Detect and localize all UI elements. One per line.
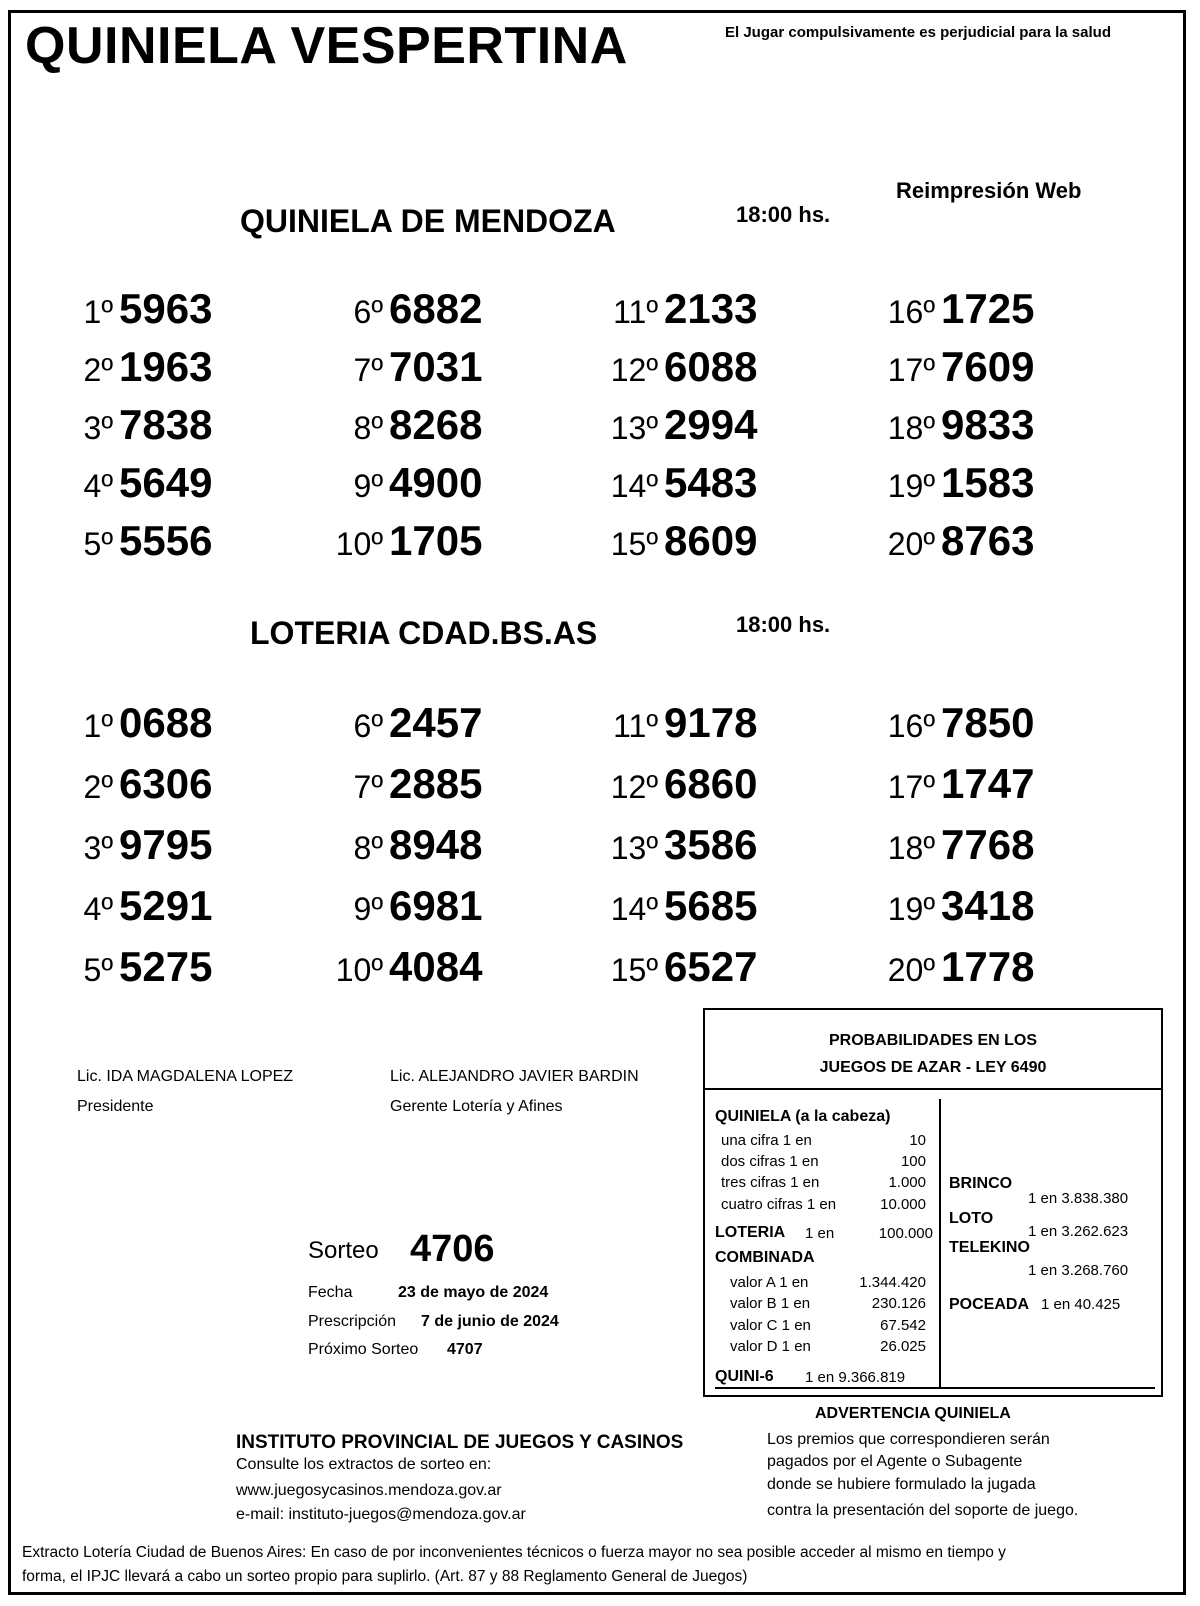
result-item [598, 943, 758, 990]
result-item [323, 699, 483, 746]
health-warning: El Jugar compulsivamente es perjudicial para la salud [725, 24, 1111, 41]
result-position: 1º [83, 294, 113, 330]
result-position: 14º [610, 891, 658, 927]
prob-quini6-label: QUINI-6 [715, 1368, 774, 1385]
prob-poceada-value: 1 en 40.425 [1041, 1296, 1121, 1313]
reprint-label: Reimpresión Web [896, 178, 1082, 203]
result-item [53, 285, 213, 332]
prob-quiniela-label: tres cifras 1 en [721, 1174, 820, 1191]
result-number: 6527 [664, 943, 758, 990]
result-item [323, 285, 483, 332]
advertencia-line: pagados por el Agente o Subagente [767, 1453, 1023, 1470]
result-position: 11º [613, 294, 658, 330]
result-item [598, 699, 758, 746]
result-position: 5º [83, 952, 113, 988]
result-item [53, 343, 213, 390]
result-position: 9º [353, 891, 383, 927]
result-position: 20º [887, 952, 935, 988]
result-number: 5649 [119, 459, 213, 506]
result-position: 19º [887, 468, 935, 504]
prob-loto-label: LOTO [949, 1210, 994, 1227]
result-item [598, 459, 758, 506]
result-number: 6088 [664, 343, 758, 390]
prob-header-divider [705, 1088, 1161, 1090]
result-number: 5556 [119, 517, 213, 564]
result-position: 1º [83, 708, 113, 744]
signature-role-1: Presidente [77, 1098, 154, 1115]
main-title: QUINIELA VESPERTINA [25, 17, 628, 75]
proximo-sorteo-value: 4707 [447, 1341, 483, 1358]
prob-column-divider [939, 1099, 941, 1387]
result-position: 3º [83, 830, 113, 866]
advertencia-line: contra la presentación del soporte de juego. [767, 1502, 1079, 1519]
result-number: 8948 [389, 821, 483, 868]
result-position: 15º [610, 526, 658, 562]
result-item [598, 343, 758, 390]
institute-name: INSTITUTO PROVINCIAL DE JUEGOS Y CASINOS [236, 1432, 684, 1453]
result-position: 17º [887, 769, 935, 805]
prob-poceada-label: POCEADA [949, 1296, 1030, 1313]
result-position: 14º [610, 468, 658, 504]
result-number: 1705 [389, 517, 483, 564]
result-position: 10º [335, 526, 383, 562]
result-number: 3586 [664, 821, 758, 868]
result-position: 16º [887, 294, 935, 330]
result-item [875, 343, 1035, 390]
result-position: 12º [610, 769, 658, 805]
section-time-mendoza: 18:00 hs. [736, 202, 831, 227]
result-item [53, 821, 213, 868]
prob-combinada-value: 1.344.420 [859, 1274, 926, 1291]
result-number: 4084 [389, 943, 483, 990]
result-number: 2133 [664, 285, 758, 332]
result-position: 11º [613, 708, 658, 744]
institute-website-link[interactable]: www.juegosycasinos.mendoza.gov.ar [236, 1482, 502, 1499]
result-item [598, 821, 758, 868]
prob-title-1: PROBABILIDADES EN LOS [828, 1032, 1037, 1049]
result-number: 3418 [941, 882, 1035, 929]
prob-quiniela-label: cuatro cifras 1 en [721, 1196, 837, 1213]
result-position: 7º [353, 769, 383, 805]
result-number: 6860 [664, 760, 758, 807]
result-position: 4º [83, 891, 113, 927]
prob-quiniela-value: 1.000 [888, 1174, 926, 1191]
result-number: 5291 [119, 882, 213, 929]
prob-telekino-value: 1 en 3.268.760 [1028, 1262, 1129, 1279]
result-position: 2º [83, 352, 113, 388]
result-item [323, 459, 483, 506]
result-position: 15º [610, 952, 658, 988]
result-item [598, 760, 758, 807]
advertencia-title: ADVERTENCIA QUINIELA [815, 1405, 1011, 1422]
result-number: 0688 [119, 699, 213, 746]
result-number: 7850 [941, 699, 1035, 746]
result-number: 1725 [941, 285, 1035, 332]
prescripcion-label: Prescripción [308, 1313, 397, 1330]
result-item [53, 401, 213, 448]
prob-combinada-value: 230.126 [871, 1295, 926, 1312]
result-item [53, 517, 213, 564]
result-item [53, 943, 213, 990]
result-item [875, 943, 1035, 990]
result-item [53, 760, 213, 807]
result-position: 5º [83, 526, 113, 562]
result-number: 7768 [941, 821, 1035, 868]
proximo-sorteo-label: Próximo Sorteo [308, 1341, 419, 1358]
result-item [875, 699, 1035, 746]
section-title-loteria: LOTERIA CDAD.BS.AS [250, 615, 598, 651]
result-position: 3º [83, 410, 113, 446]
result-item [323, 943, 483, 990]
result-position: 18º [887, 830, 935, 866]
result-item [598, 285, 758, 332]
result-number: 6306 [119, 760, 213, 807]
result-position: 17º [887, 352, 935, 388]
result-number: 1583 [941, 459, 1035, 506]
result-position: 9º [353, 468, 383, 504]
result-number: 1963 [119, 343, 213, 390]
result-item [323, 760, 483, 807]
result-number: 2885 [389, 760, 483, 807]
result-item [875, 517, 1035, 564]
result-position: 2º [83, 769, 113, 805]
result-number: 5483 [664, 459, 758, 506]
prob-title-2: JUEGOS DE AZAR - LEY 6490 [819, 1059, 1047, 1076]
result-number: 6981 [389, 882, 483, 929]
result-item [875, 401, 1035, 448]
signature-role-2: Gerente Lotería y Afines [390, 1098, 563, 1115]
result-position: 13º [610, 830, 658, 866]
result-number: 9795 [119, 821, 213, 868]
result-number: 9178 [664, 699, 758, 746]
prob-quiniela-label: dos cifras 1 en [721, 1153, 819, 1170]
result-item [323, 401, 483, 448]
result-item [875, 821, 1035, 868]
signature-name-2: Lic. ALEJANDRO JAVIER BARDIN [390, 1068, 639, 1085]
result-position: 6º [353, 708, 383, 744]
institute-consult: Consulte los extractos de sorteo en: [236, 1456, 492, 1473]
result-position: 18º [887, 410, 935, 446]
result-number: 8268 [389, 401, 483, 448]
prob-telekino-label: TELEKINO [949, 1239, 1030, 1256]
prob-combinada-label: valor B 1 en [730, 1295, 811, 1312]
advertencia-line: Los premios que correspondieren serán [767, 1431, 1050, 1448]
result-item [598, 401, 758, 448]
footer-line-1: Extracto Lotería Ciudad de Buenos Aires: En caso de por inconvenientes técnicos o fuerza mayor no sea posible acceder al mismo en tiempo y [22, 1544, 1006, 1561]
result-number: 8763 [941, 517, 1035, 564]
prob-loteria-odds: 1 en [805, 1225, 835, 1242]
prob-bottom-divider [715, 1387, 1155, 1389]
result-number: 5685 [664, 882, 758, 929]
result-position: 6º [353, 294, 383, 330]
sorteo-number: 4706 [410, 1228, 495, 1270]
prob-quini6-value: 1 en 9.366.819 [805, 1369, 906, 1386]
result-position: 8º [353, 410, 383, 446]
prob-quiniela-value: 10 [909, 1132, 926, 1149]
prob-combinada-label: valor A 1 en [730, 1274, 809, 1291]
section-title-mendoza: QUINIELA DE MENDOZA [240, 203, 616, 239]
signature-name-1: Lic. IDA MAGDALENA LOPEZ [77, 1068, 294, 1085]
result-item [323, 517, 483, 564]
result-item [875, 882, 1035, 929]
result-number: 8609 [664, 517, 758, 564]
prob-loto-value: 1 en 3.262.623 [1028, 1223, 1129, 1240]
result-position: 20º [887, 526, 935, 562]
result-item [323, 821, 483, 868]
result-number: 6882 [389, 285, 483, 332]
advertencia-line: donde se hubiere formulado la jugada [767, 1476, 1036, 1493]
footer-line-2: forma, el IPJC llevará a cabo un sorteo propio para suplirlo. (Art. 87 y 88 Reglamento General de Juegos) [22, 1568, 748, 1585]
result-item [53, 699, 213, 746]
result-item [53, 459, 213, 506]
prob-combinada-label: valor C 1 en [730, 1317, 811, 1334]
result-number: 1747 [941, 760, 1035, 807]
prob-brinco-value: 1 en 3.838.380 [1028, 1190, 1129, 1207]
prob-quiniela-title: QUINIELA (a la cabeza) [715, 1108, 891, 1125]
result-number: 2994 [664, 401, 758, 448]
result-number: 5963 [119, 285, 213, 332]
result-item [323, 882, 483, 929]
prob-loteria-label: LOTERIA [715, 1224, 786, 1241]
prob-combinada-title: COMBINADA [715, 1249, 815, 1266]
fecha-value: 23 de mayo de 2024 [398, 1284, 549, 1301]
result-item [598, 882, 758, 929]
prob-combinada-value: 67.542 [880, 1317, 926, 1334]
result-number: 1778 [941, 943, 1035, 990]
prescripcion-value: 7 de junio de 2024 [421, 1313, 559, 1330]
prob-quiniela-value: 10.000 [880, 1196, 926, 1213]
prob-brinco-label: BRINCO [949, 1175, 1013, 1192]
result-position: 7º [353, 352, 383, 388]
prob-quiniela-value: 100 [900, 1153, 926, 1170]
fecha-label: Fecha [308, 1284, 353, 1301]
result-number: 2457 [389, 699, 483, 746]
result-number: 7609 [941, 343, 1035, 390]
result-item [875, 760, 1035, 807]
result-number: 9833 [941, 401, 1035, 448]
result-position: 13º [610, 410, 658, 446]
result-position: 12º [610, 352, 658, 388]
result-position: 4º [83, 468, 113, 504]
result-number: 4900 [389, 459, 483, 506]
result-item [53, 882, 213, 929]
result-position: 8º [353, 830, 383, 866]
result-number: 7838 [119, 401, 213, 448]
result-position: 10º [335, 952, 383, 988]
result-item [875, 285, 1035, 332]
prob-loteria-value: 100.000 [878, 1225, 933, 1242]
prob-combinada-value: 26.025 [880, 1338, 926, 1355]
section-time-loteria: 18:00 hs. [736, 612, 831, 637]
institute-email-link[interactable]: e-mail: instituto-juegos@mendoza.gov.ar [236, 1506, 526, 1523]
result-number: 5275 [119, 943, 213, 990]
result-position: 16º [887, 708, 935, 744]
prob-quiniela-label: una cifra 1 en [721, 1132, 812, 1149]
result-item [598, 517, 758, 564]
result-position: 19º [887, 891, 935, 927]
probabilities-box [703, 1008, 1163, 1397]
sorteo-label: Sorteo [308, 1237, 379, 1264]
result-item [323, 343, 483, 390]
prob-combinada-label: valor D 1 en [730, 1338, 811, 1355]
result-number: 7031 [389, 343, 483, 390]
result-item [875, 459, 1035, 506]
